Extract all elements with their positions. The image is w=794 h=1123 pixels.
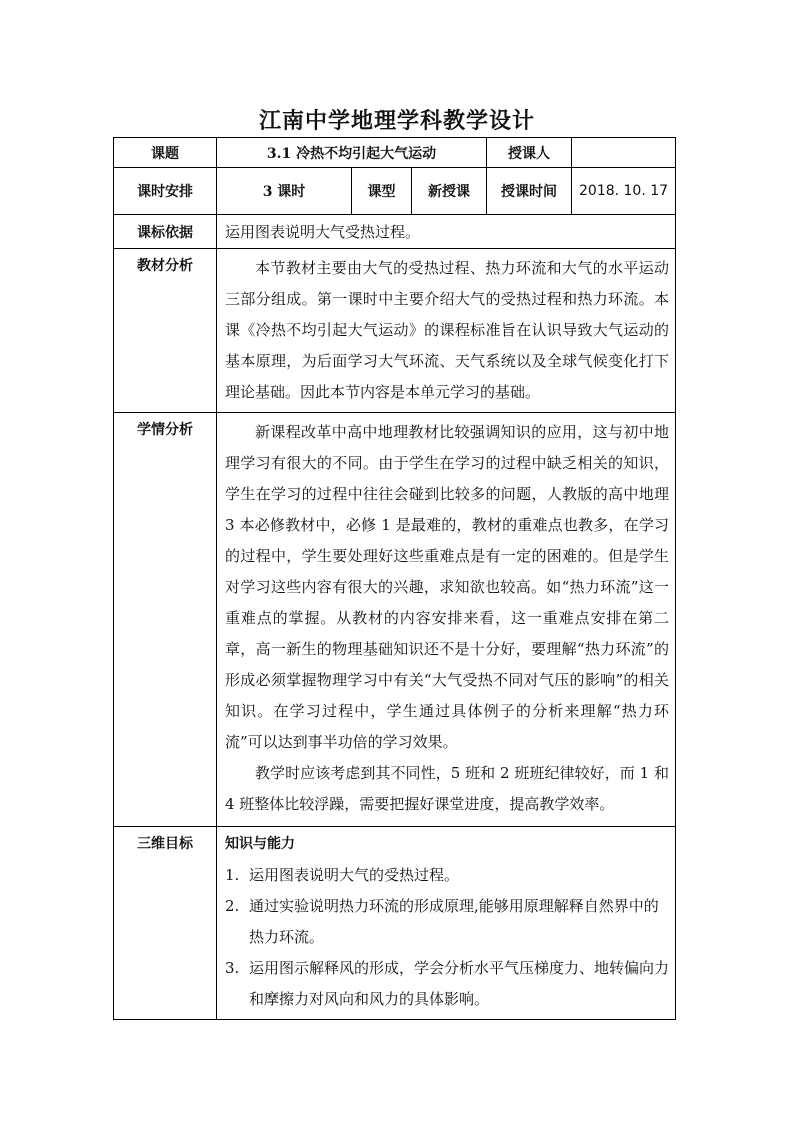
goal-item: 3. 运用图示解释风的形成，学会分析水平气压梯度力、地转偏向力和摩擦力对风向和风力的具体影响。: [225, 959, 670, 1008]
material-label: 教材分析: [114, 249, 217, 413]
row-goals: [114, 827, 676, 1020]
time-label: 授课时间: [487, 168, 572, 215]
goal-item: 1. 运用图表说明大气的受热过程。: [225, 866, 460, 884]
goals-label: 三维目标: [114, 827, 217, 1020]
row-schedule: [114, 168, 676, 215]
students-para-2: 教学时应该考虑到其不同性，5 班和 2 班班纪律较好，而 1 和 4 班整体比较浮躁，需要把握好课堂进度，提高教学效率。: [225, 764, 670, 813]
topic-label: 课题: [114, 138, 217, 168]
goals-cell: [217, 827, 676, 1020]
hours-label: 课时安排: [114, 168, 217, 215]
students-cell: [217, 413, 676, 827]
standard-text: 运用图表说明大气受热过程。: [217, 215, 676, 249]
row-material: [114, 249, 676, 413]
row-topic: [114, 138, 676, 168]
material-cell: [217, 249, 676, 413]
type-label: 课型: [352, 168, 412, 215]
teacher-value: [572, 138, 676, 168]
topic-value: 3.1 冷热不均引起大气运动: [217, 138, 487, 168]
material-text: 本节教材主要由大气的受热过程、热力环流和大气的水平运动三部分组成。第一课时中主要介绍大气的受热过程和热力环流。本课《冷热不均引起大气运动》的课程标准旨在认识导致大气运动的基本原理，为后面学习大气环流、天气系统以及全球气候变化打下理论基础。因此本节内容是本单元学习的基础。: [225, 259, 670, 401]
goal-item: 2. 通过实验说明热力环流的形成原理,能够用原理解释自然界中的热力环流。: [225, 897, 659, 946]
hours-value: 3 课时: [217, 168, 352, 215]
row-standard: [114, 215, 676, 249]
students-para-1: 新课程改革中高中地理教材比较强调知识的应用，这与初中地理学习有很大的不同。由于学生在学习的过程中缺乏相关的知识，学生在学习的过程中往往会碰到比较多的问题，人教版的高中地理 3 本必修教材中，必修 1 是最难的，教材的重难点也教多，在学习的过程中，学生要处理好这些重难点是有一定的困难的。但是学生对学习这些内容有很大的兴趣，求知欲也较高。如“热力环流”这一重难点的掌握。从教材的内容安排来看，这一重难点安排在第二章，高一新生的物理基础知识还不是十分好，要理解“热力环流”的形成必须掌握物理学习中有关“大气受热不同对气压的影响”的相关知识。在学习过程中，学生通过具体例子的分析来理解“热力环流”可以达到事半功倍的学习效果。: [225, 423, 670, 751]
time-value: 2018. 10. 17: [572, 168, 676, 215]
students-label: 学情分析: [114, 413, 217, 827]
lesson-plan-table: [113, 137, 676, 1020]
type-value: 新授课: [412, 168, 487, 215]
goals-subheading: 知识与能力: [225, 836, 295, 852]
document-title: 江南中学地理学科教学设计: [258, 108, 535, 134]
standard-label: 课标依据: [114, 215, 217, 249]
goals-list: [225, 860, 669, 1015]
teacher-label: 授课人: [487, 138, 572, 168]
row-students: [114, 413, 676, 827]
